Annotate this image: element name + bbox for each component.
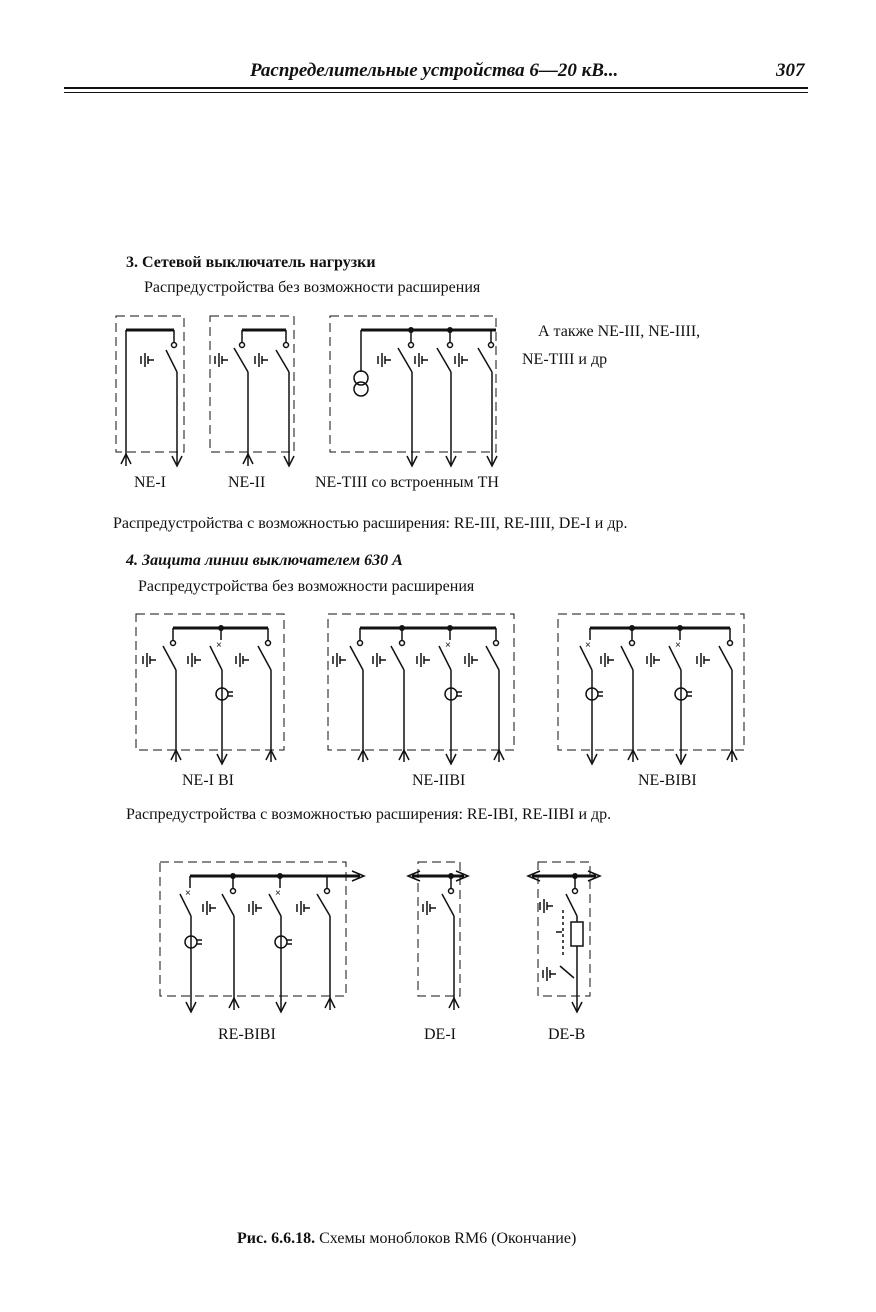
diagram-ne-bibi: [558, 614, 744, 764]
diagram-label-de-i: DE-I: [424, 1026, 456, 1043]
section4-subheading: Распредустройства без возможности расширения: [138, 578, 475, 595]
diagram-ne-i-bi: [136, 614, 284, 764]
svg-text:×: ×: [185, 888, 191, 899]
diagram-ne-i: [116, 316, 184, 466]
svg-text:×: ×: [275, 888, 281, 899]
section3-subheading: Распредустройства без возможности расширения: [144, 279, 481, 296]
diagram-label-ne-ii: NE-II: [228, 474, 266, 491]
diagram-de-i: [408, 862, 468, 1010]
diagram-de-b: [528, 862, 600, 1012]
diagram-ne-ii: [210, 316, 294, 466]
running-title: Распределительные устройства 6—20 кВ...: [250, 60, 619, 81]
svg-text:×: ×: [675, 640, 681, 651]
diagram-label-ne-bibi: NE-BIBI: [638, 772, 697, 789]
section4-expandable-text: Распредустройства с возможностью расширения: RE-IBI, RE-IIBI и др.: [126, 806, 612, 823]
section3-note-line2: NE-TIII и др: [522, 351, 608, 368]
page-number: 307: [776, 60, 805, 81]
svg-text:×: ×: [216, 640, 222, 651]
section4-heading: 4. Защита линии выключателем 630 А: [126, 552, 403, 569]
section3-heading: 3. Сетевой выключатель нагрузки: [126, 254, 376, 271]
diagram-ne-tiii: [330, 316, 497, 466]
section3-expandable-text: Распредустройства с возможностью расширения: RE-III, RE-IIII, DE-I и др.: [113, 515, 628, 532]
diagram-label-ne-i-bi: NE-I BI: [182, 772, 234, 789]
diagram-label-de-b: DE-B: [548, 1026, 586, 1043]
figure-number: Рис. 6.6.18.: [237, 1230, 316, 1247]
diagram-label-ne-i: NE-I: [134, 474, 166, 491]
diagram-re-bibi: [160, 862, 364, 1012]
diagram-label-ne-tiii: NE-TIII со встроенным ТН: [315, 474, 499, 491]
diagram-label-ne-iibi: NE-IIBI: [412, 772, 466, 789]
diagram-label-re-bibi: RE-BIBI: [218, 1026, 276, 1043]
svg-text:×: ×: [445, 640, 451, 651]
figure-caption-text: Схемы моноблоков RM6 (Окончание): [319, 1230, 577, 1247]
section3-note-line1: А также NE-III, NE-IIII,: [538, 323, 701, 340]
diagram-ne-iibi: [328, 614, 514, 764]
svg-text:×: ×: [585, 640, 591, 651]
